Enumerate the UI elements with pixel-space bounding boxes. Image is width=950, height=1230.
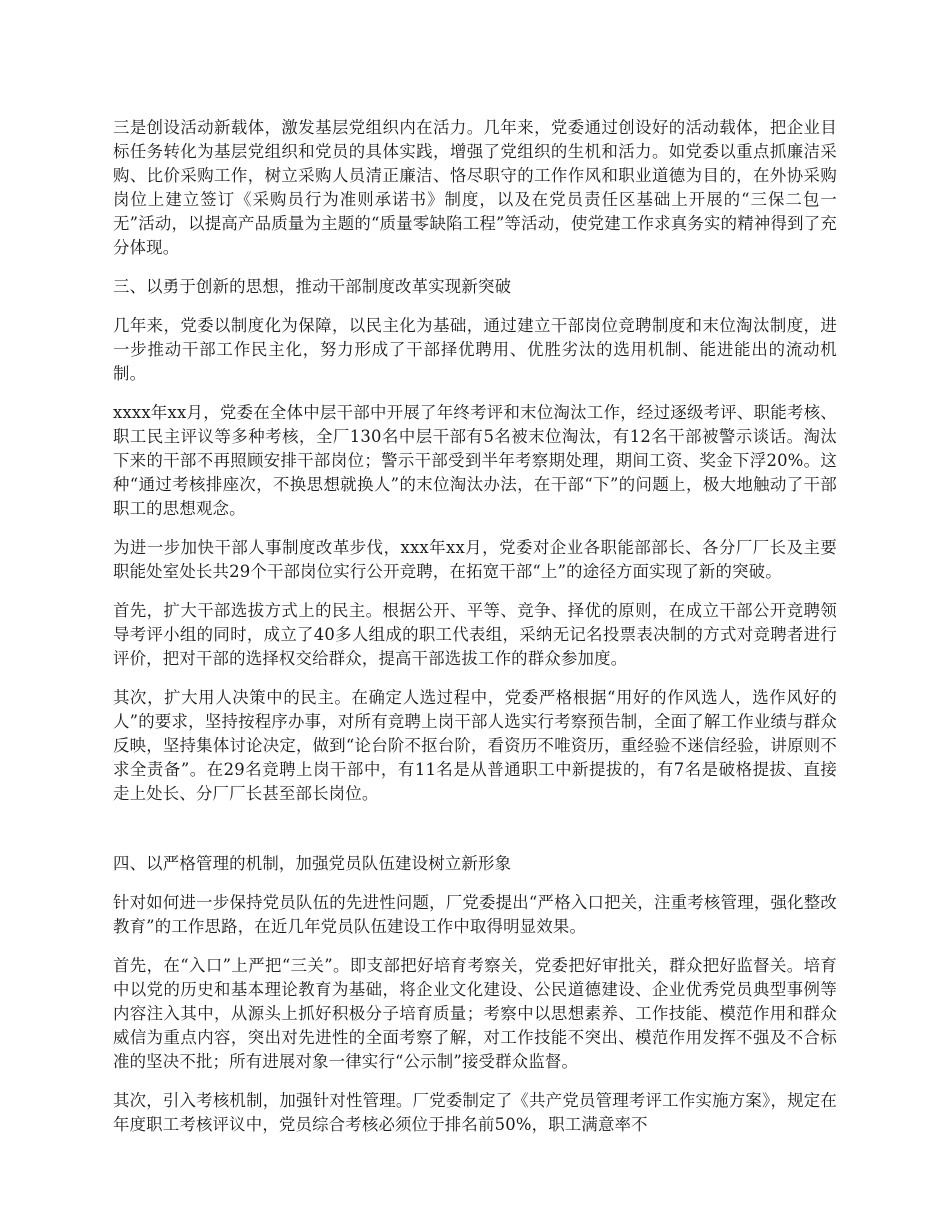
document-body (113, 116, 837, 1152)
paragraph-elimination: xxxx年xx月，党委在全体中层干部中开展了年终考评和末位淘汰工作，经过逐级考评、职能考核、职工民主评议等多种考核，全厂130名中层干部有5名被末位淘汰，有12名干部被警示谈话。淘汰下来的干部不再照顾安排干部岗位；警示干部受到半年考察期处理，期间工资、奖金下浮20%。这种“通过考核排座次，不换思想就换人”的末位淘汰办法，在干部“下”的问题上，极大地触动了干部职工的思想观念。 (113, 403, 837, 518)
paragraph-activity-carrier: 三是创设活动新载体，激发基层党组织内在活力。几年来，党委通过创设好的活动载体，把企业目标任务转化为基层党组织和党员的具体实践，增强了党组织的生机和活力。如党委以重点抓廉洁采购、比价采购工作，树立采购人员清正廉洁、恪尽职守的工作作风和职业道德为目的，在外协采购岗位上建立签订《采购员行为准则承诺书》制度，以及在党员责任区基础上开展的“三保二包一无”活动，以提高产品质量为主题的“质量零缺陷工程”等活动，使党建工作求真务实的精神得到了充分体现。 (113, 118, 837, 257)
paragraph-decision-democracy: 其次，扩大用人决策中的民主。在确定人选过程中，党委严格根据“用好的作风选人，选作风好的人”的要求，坚持按程序办事，对所有竞聘上岗干部人选实行考察预告制，全面了解工作业绩与群众反映，坚持集体讨论决定，做到“论台阶不抠台阶，看资历不唯资历，重经验不迷信经验，讲原则不求全责备”。在29名竞聘上岗干部中，有11名是从普通职工中新提拔的，有7名是破格提拔、直接走上处长、分厂厂长甚至部长岗位。 (113, 688, 837, 803)
section-heading-cadre-reform: 三、以勇于创新的思想，推动干部制度改革实现新突破 (113, 277, 512, 296)
paragraph-cadre-system: 几年来，党委以制度化为保障，以民主化为基础，通过建立干部岗位竞聘制度和末位淘汰制度，进一步推动干部工作民主化，努力形成了干部择优聘用、优胜劣汰的选用机制、能进能出的流动机制。 (113, 316, 837, 383)
paragraph-member-advancement: 针对如何进一步保持党员队伍的先进性问题，厂党委提出“严格入口把关，注重考核管理，强化整改教育”的工作思路，在近几年党员队伍建设工作中取得明显效果。 (113, 893, 837, 936)
paragraph-assessment-mechanism: 其次，引入考核机制，加强针对性管理。厂党委制定了《共产党员管理考评工作实施方案》，规定在年度职工考核评议中，党员综合考核必须位于排名前50%，职工满意率不 (113, 1091, 837, 1134)
section-heading-party-members: 四、以严格管理的机制，加强党员队伍建设树立新形象 (113, 854, 512, 873)
paragraph-entry-check: 首先，在“入口”上严把“三关”。即支部把好培育考察关，党委把好审批关，群众把好监督关。培育中以党的历史和基本理论教育为基础，将企业文化建设、公民道德建设、企业优秀党员典型事例等内容注入其中，从源头上抓好积极分子培育质量；考察中以思想素养、工作技能、模范作用和群众威信为重点内容，突出对先进性的全面考察了解，对工作技能不突出、模范作用发挥不强及不合标准的坚决不批；所有进展对象一律实行“公示制”接受群众监督。 (113, 956, 837, 1071)
paragraph-selection-democracy: 首先，扩大干部选拔方式上的民主。根据公开、平等、竞争、择优的原则，在成立干部公开竞聘领导考评小组的同时，成立了40多人组成的职工代表组，采纳无记名投票表决制的方式对竞聘者进行评价，把对干部的选择权交给群众，提高干部选拔工作的群众参加度。 (113, 601, 837, 668)
paragraph-public-competition: 为进一步加快干部人事制度改革步伐，xxx年xx月，党委对企业各职能部部长、各分厂厂长及主要职能处室处长共29个干部岗位实行公开竞聘，在拓宽干部“上”的途径方面实现了新的突破。 (113, 538, 837, 581)
